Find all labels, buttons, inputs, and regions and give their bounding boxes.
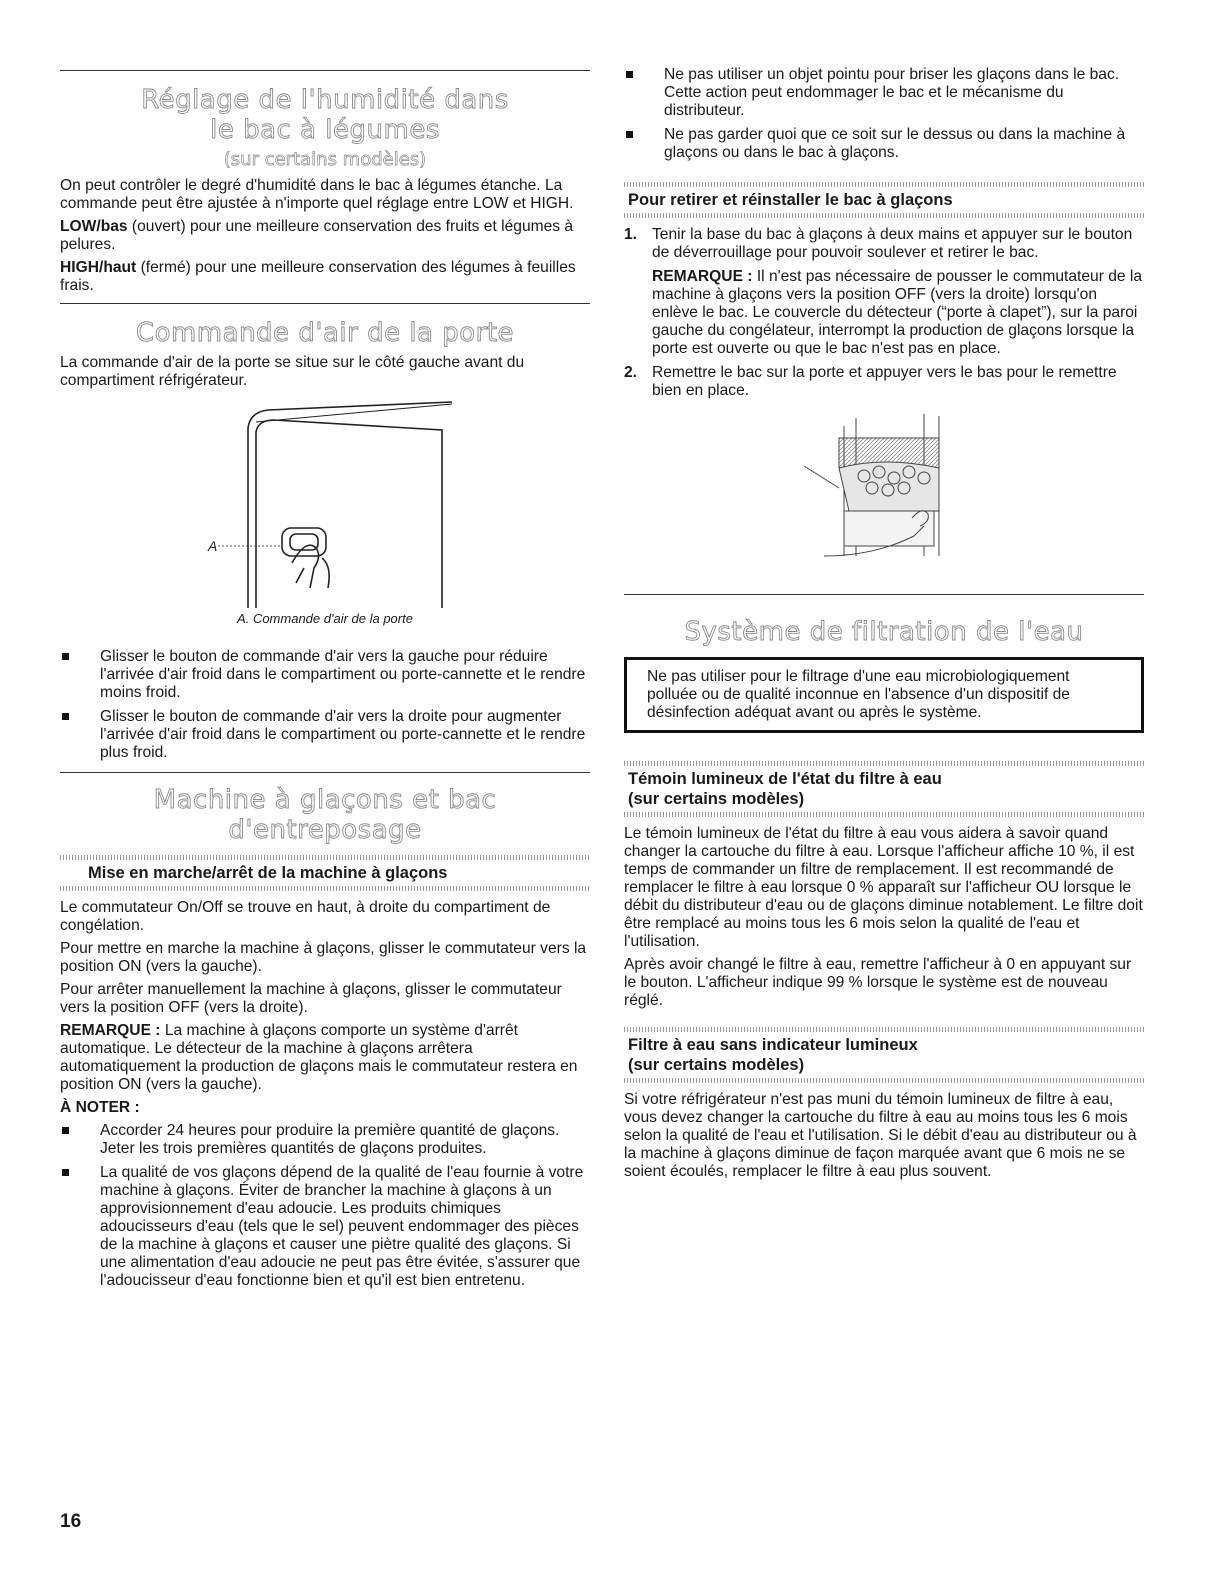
list-item: Accorder 24 heures pour produire la première quantité de glaçons. Jeter les trois premières quantités de glaçons produites.: [60, 1122, 590, 1158]
icemaker-p3: Pour arrêter manuellement la machine à glaçons, glisser le commutateur vers la position OFF (vers la droite).: [60, 981, 562, 1016]
humidity-title: Réglage de l'humidité dans le bac à légumes: [141, 85, 509, 145]
filter-status-subhead: Témoin lumineux de l'état du filtre à eau (sur certains modèles): [628, 770, 942, 808]
icemaker-p1: Le commutateur On/Off se trouve en haut, à droite du compartiment de congélation.: [60, 899, 551, 934]
section-rule: [60, 303, 590, 304]
list-item: Ne pas garder quoi que ce soit sur le dessus ou dans la machine à glaçons ou dans le bac à glaçons.: [624, 126, 1144, 162]
icemaker-p2: Pour mettre en marche la machine à glaçons, glisser le commutateur vers la position ON (vers la gauche).: [60, 940, 587, 975]
left-column: [60, 70, 590, 1296]
figure-caption: A. Commande d'air de la porte: [237, 611, 413, 626]
filter-status-p2: Après avoir changé le filtre à eau, remettre l'afficheur à 0 en appuyant sur le bouton. L'afficheur indique 99 % lorsque le système est de nouveau réglé.: [624, 956, 1132, 1009]
ice-bin-illustration: [624, 406, 1144, 576]
icemaker-note: REMARQUE : La machine à glaçons comporte un système d'arrêt automatique. Le détecteur de la machine à glaçons arrêtera automatiquement la production de glaçons mais le commutateur restera en position ON (vers la gauche).: [60, 1022, 578, 1093]
air-control-title: Commande d'air de la porte: [135, 318, 515, 348]
list-item: La qualité de vos glaçons dépend de la qualité de l'eau fournie à votre machine à glaçons. Éviter de brancher la machine à glaçons à un approvisionnement d'eau adoucie. Les produits chimiques adoucisseurs d'eau (tels que le sel) peuvent endommager des pièces de la machine à glaçons et causer une piètre qualité des glaçons. Si une alimentation d'eau adoucie ne peut pas être évitée, s'assurer que l'adoucisseur d'eau fonctionne bien et qu'il est bien entretenu.: [60, 1164, 590, 1290]
list-item: Glisser le bouton de commande d'air vers la droite pour augmenter l'arrivée d'air froid dans le compartiment ou porte-cannette et le rendre plus froid.: [60, 708, 590, 762]
hatch-rule: [60, 886, 590, 891]
hatch-rule: [624, 213, 1144, 218]
icemaker-title: Machine à glaçons et bac d'entreposage: [153, 785, 497, 845]
section-rule: [60, 772, 590, 773]
filter-nolight-subhead: Filtre à eau sans indicateur lumineux (sur certains modèles): [628, 1036, 918, 1074]
air-control-intro: La commande d'air de la porte se situe sur le côté gauche avant du compartiment réfrigérateur.: [60, 354, 525, 389]
humidity-low: LOW/bas (ouvert) pour une meilleure conservation des fruits et légumes à pelures.: [60, 218, 574, 253]
filter-nolight-p1: Si votre réfrigérateur n'est pas muni du témoin lumineux de filtre à eau, vous devez changer la cartouche du filtre à eau au moins tous les 6 mois selon la qualité de l'eau et l'utilisation. Si le débit d'eau au distributeur ou à la machine à glaçons diminue de façon marquée avant que 6 mois ne se soient écoulés, remplacer le filtre à eau plus souvent.: [624, 1091, 1137, 1180]
icemaker-anoter: À NOTER :: [60, 1099, 140, 1116]
warning-box: [624, 657, 1144, 733]
air-control-illustration: [60, 398, 590, 608]
filter-title: Système de filtration de l'eau: [684, 617, 1084, 647]
right-column: [624, 66, 1144, 1186]
list-item: Glisser le bouton de commande d'air vers la gauche pour réduire l'arrivée d'air froid dans le compartiment ou porte-cannette et le rendre moins froid.: [60, 648, 590, 702]
humidity-subtitle: (sur certains modèles): [223, 149, 427, 170]
page-number: 16: [60, 1511, 82, 1532]
step-2: 2. Remettre le bac sur la porte et appuyer vers le bas pour le remettre bien en place.: [624, 364, 1117, 399]
bin-subhead: Pour retirer et réinstaller le bac à glaçons: [628, 191, 953, 209]
humidity-intro: On peut contrôler le degré d'humidité dans le bac à légumes étanche. La commande peut être ajustée à n'importe quel réglage entre LOW et HIGH.: [60, 177, 574, 212]
callout-a: A: [208, 538, 218, 554]
icemaker-bullets: [60, 1122, 590, 1290]
step-1: 1. Tenir la base du bac à glaçons à deux mains et appuyer sur le bouton de déverrouillage pour pouvoir soulever et retirer le bac. REMARQUE : Il n'est pas nécessaire de pousser le commutateur de la machine à glaçons vers la position OFF (vers la droite) lorsqu'on enlève le bac. Le couvercle du détecteur (“porte à clapet”), sur la paroi gauche du congélateur, interrompt la production de glaçons lorsque la porte est ouverte ou que le bac n'est pas en place.: [624, 226, 1143, 357]
air-control-bullets: [60, 648, 590, 762]
humidity-high: HIGH/haut (fermé) pour une meilleure conservation des légumes à feuilles frais.: [60, 259, 576, 294]
refrigerator-door-figure: [60, 398, 590, 608]
filter-status-p1: Le témoin lumineux de l'état du filtre à eau vous aidera à savoir quand changer la cartouche du filtre à eau. Lorsque l'afficheur affiche 10 %, il est temps de commander un filtre de remplacement. Il est recommandé de remplacer le filtre à eau lorsque 0 % apparaît sur l'afficheur OU lorsque le débit du distributeur d'eau ou de glaçons diminue notablement. Le filtre doit être remplacé au moins tous les 6 mois selon la qualité de l'eau et l'utilisation.: [624, 825, 1143, 950]
icemaker-onoff-subhead: Mise en marche/arrêt de la machine à glaçons: [88, 864, 448, 882]
bin-steps: [624, 226, 1144, 400]
icebin-warnings: [624, 66, 1144, 162]
list-item: Ne pas utiliser un objet pointu pour briser les glaçons dans le bac. Cette action peut endommager le bac et le mécanisme du distributeur.: [624, 66, 1144, 120]
hatch-rule: [624, 812, 1144, 817]
hatch-rule: [624, 1078, 1144, 1083]
section-rule: [624, 594, 1144, 595]
ice-bin-figure: [624, 406, 1144, 576]
warning-text: Ne pas utiliser pour le filtrage d'une eau microbiologiquement polluée ou de qualité inconnue en l'absence d'un dispositif de désinfection adéquat avant ou après le système.: [647, 668, 1070, 721]
